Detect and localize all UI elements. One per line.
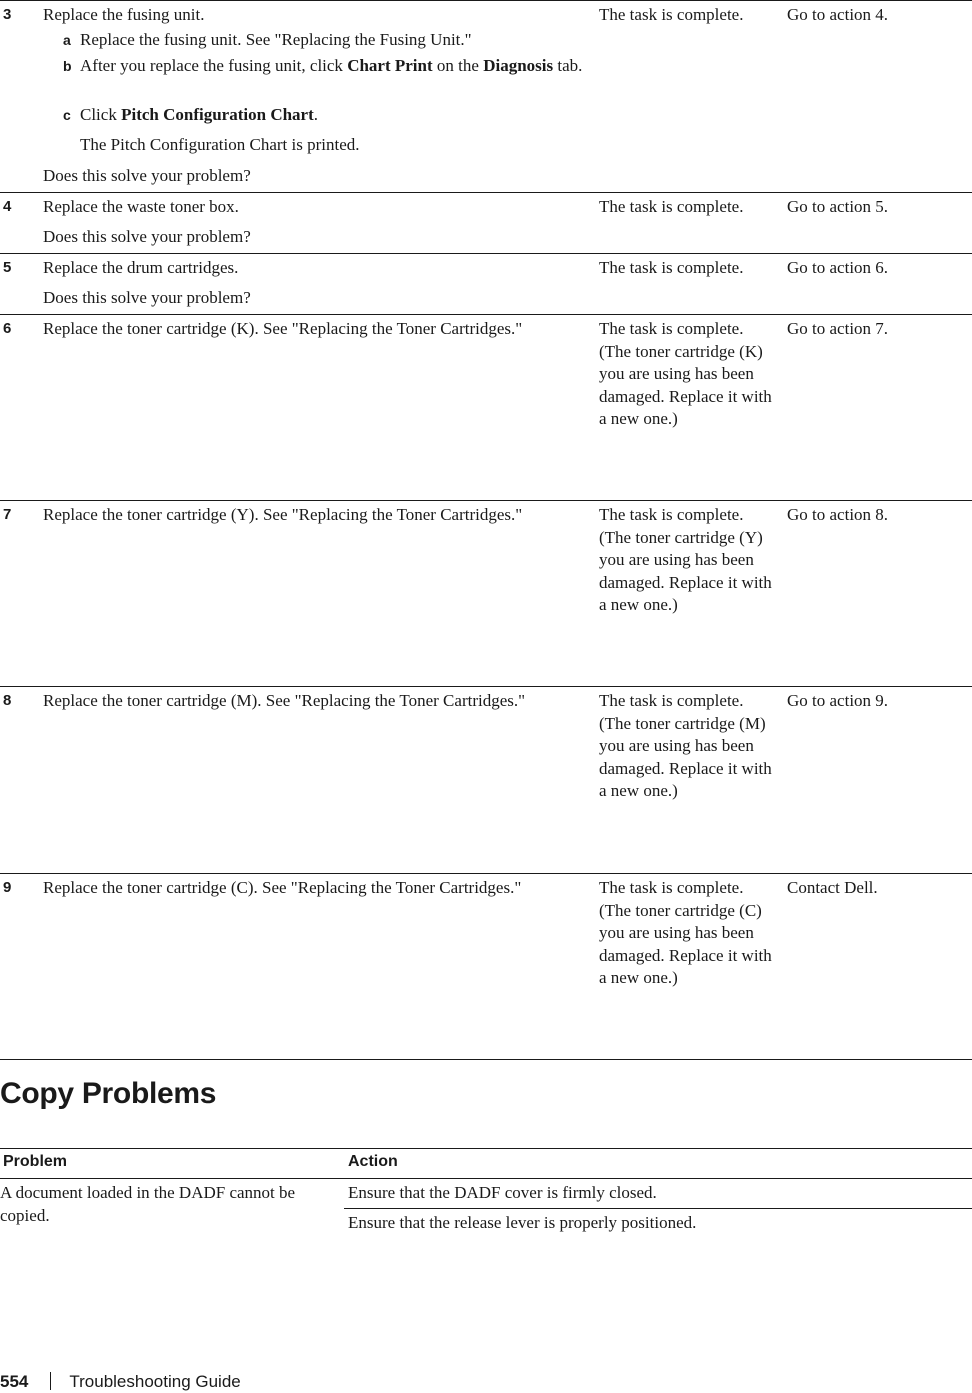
step-no: Go to action 8. xyxy=(787,505,889,524)
step-yes: The task is complete. xyxy=(599,197,744,216)
step-question: Does this solve your problem? xyxy=(43,166,251,185)
section-title: Copy Problems xyxy=(0,1077,217,1110)
step-action: Replace the toner cartridge (K). See "Replacing the Toner Cartridges." xyxy=(43,319,523,338)
step-yes: The task is complete. xyxy=(599,5,744,24)
substep-letter: a xyxy=(63,32,71,48)
step-no: Contact Dell. xyxy=(787,878,878,897)
substep-note: The Pitch Configuration Chart is printed. xyxy=(80,135,360,154)
step-action: Replace the waste toner box. xyxy=(43,197,239,216)
step-number: 6 xyxy=(3,320,12,337)
table-bottom-rule xyxy=(0,1059,972,1060)
step-no: Go to action 4. xyxy=(787,5,889,24)
substep-text: After you replace the fusing unit, click Chart Print on the Diagnosis tab. xyxy=(80,56,583,75)
copy-table-top-rule xyxy=(0,1148,972,1149)
step-yes: The task is complete. (The toner cartridge (Y) you are using has been damaged. Replace it with a new one.) xyxy=(599,505,772,614)
problem-header: Problem xyxy=(3,1153,68,1170)
row-divider xyxy=(0,873,972,874)
substep-text: Replace the fusing unit. See "Replacing the Fusing Unit." xyxy=(80,30,472,49)
copy-header-rule xyxy=(0,1178,972,1179)
step-yes: The task is complete. (The toner cartridge (M) you are using has been damaged. Replace it with a new one.) xyxy=(599,691,772,800)
step-number: 9 xyxy=(3,879,12,896)
step-action: Replace the drum cartridges. xyxy=(43,258,239,277)
step-yes: The task is complete. xyxy=(599,258,744,277)
step-action: Replace the toner cartridge (Y). See "Replacing the Toner Cartridges." xyxy=(43,505,523,524)
step-action: Replace the toner cartridge (C). See "Replacing the Toner Cartridges." xyxy=(43,878,522,897)
footer-separator xyxy=(50,1372,51,1390)
step-number: 8 xyxy=(3,692,12,709)
table-top-rule xyxy=(0,0,972,1)
substep-letter: b xyxy=(63,58,72,74)
substep-text: Click Pitch Configuration Chart. xyxy=(80,105,319,124)
row-divider xyxy=(0,192,972,193)
step-number: 7 xyxy=(3,506,12,523)
step-no: Go to action 9. xyxy=(787,691,889,710)
step-number: 5 xyxy=(3,259,12,276)
step-no: Go to action 7. xyxy=(787,319,889,338)
action-text: Ensure that the release lever is properly positioned. xyxy=(348,1213,697,1232)
footer-title: Troubleshooting Guide xyxy=(69,1372,241,1391)
step-number: 3 xyxy=(3,6,12,23)
step-number: 4 xyxy=(3,198,12,215)
step-yes: The task is complete. (The toner cartridge (C) you are using has been damaged. Replace it with a new one.) xyxy=(599,878,772,987)
page-footer xyxy=(0,1372,241,1392)
step-question: Does this solve your problem? xyxy=(43,288,251,307)
step-no: Go to action 5. xyxy=(787,197,889,216)
row-divider xyxy=(0,253,972,254)
row-divider xyxy=(0,314,972,315)
problem-text: A document loaded in the DADF cannot be copied. xyxy=(0,1183,296,1225)
action-header: Action xyxy=(348,1153,398,1170)
step-yes: The task is complete. (The toner cartridge (K) you are using has been damaged. Replace it with a new one.) xyxy=(599,319,772,428)
row-divider xyxy=(0,686,972,687)
action-text: Ensure that the DADF cover is firmly closed. xyxy=(348,1183,657,1202)
row-divider xyxy=(0,500,972,501)
action-divider xyxy=(344,1208,972,1209)
page-number: 554 xyxy=(0,1372,29,1391)
step-action: Replace the toner cartridge (M). See "Replacing the Toner Cartridges." xyxy=(43,691,526,710)
step-no: Go to action 6. xyxy=(787,258,889,277)
step-action: Replace the fusing unit. xyxy=(43,5,205,24)
substep-letter: c xyxy=(63,107,71,123)
step-question: Does this solve your problem? xyxy=(43,227,251,246)
